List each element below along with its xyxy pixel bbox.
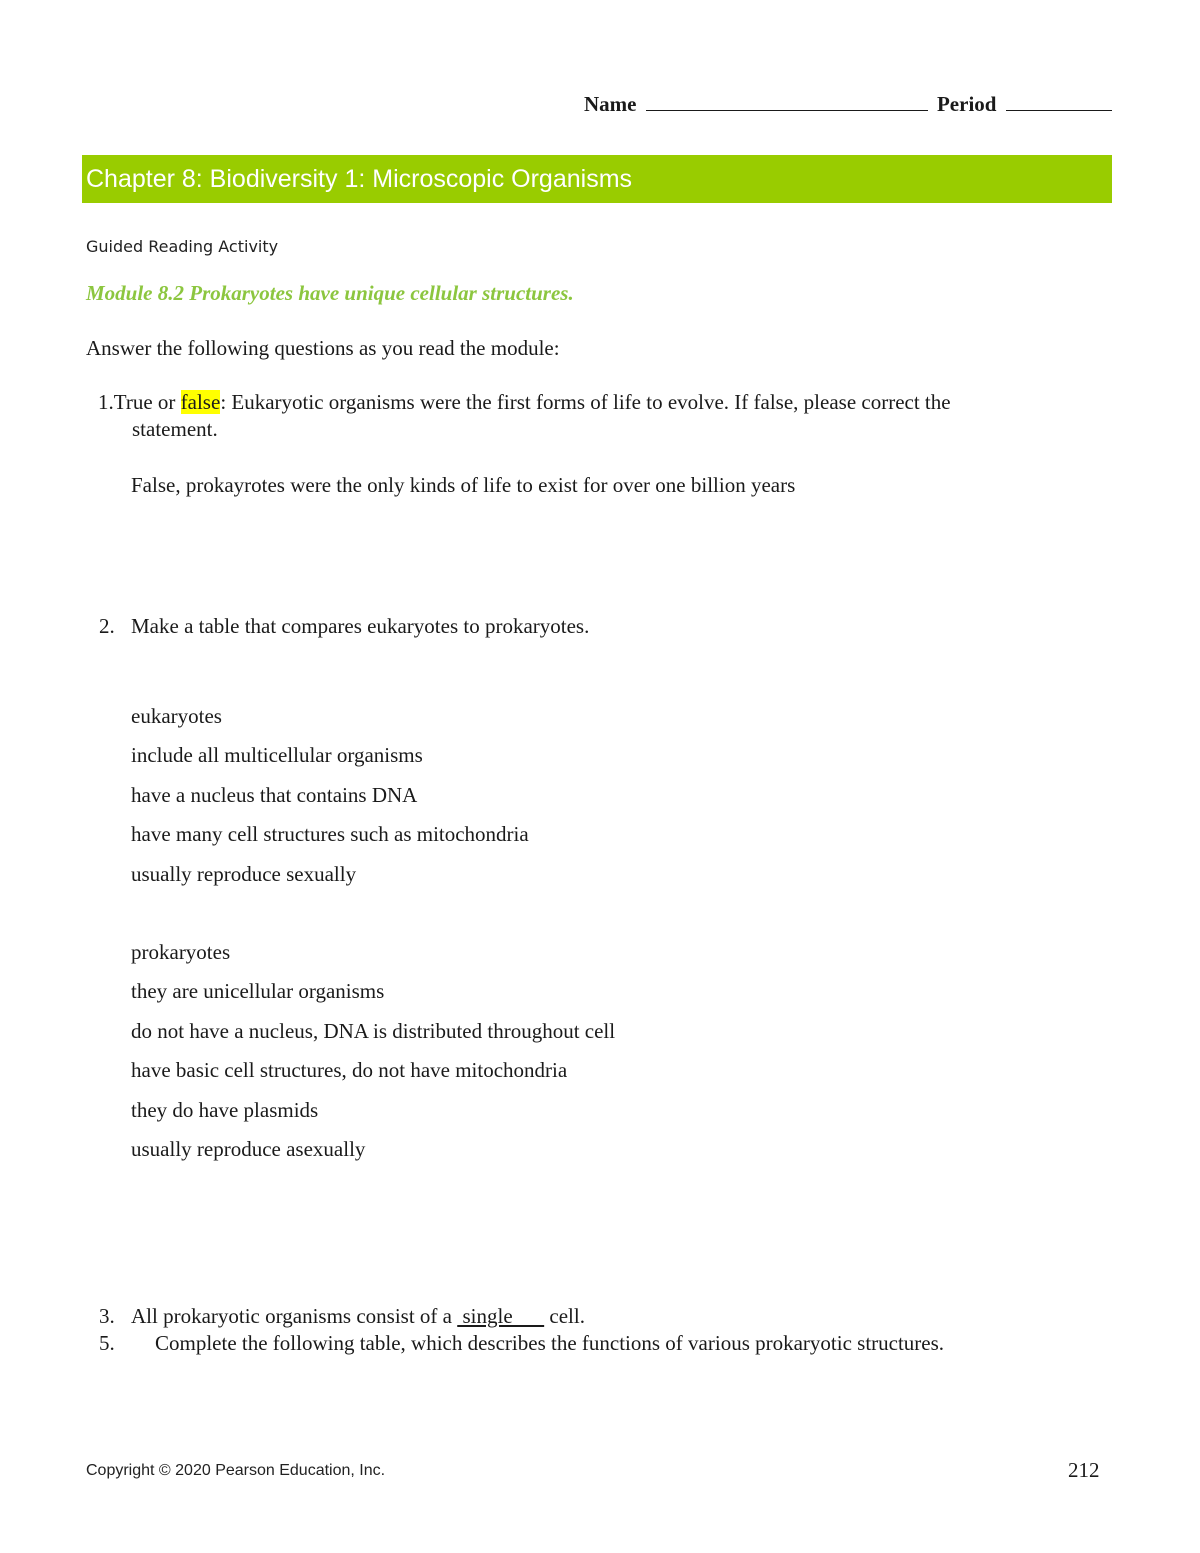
prokaryotes-list: [131, 938, 615, 1174]
list-item: eukaryotes: [131, 704, 222, 728]
activity-label: Guided Reading Activity: [86, 237, 279, 256]
list-item: they do have plasmids: [131, 1097, 319, 1122]
list-item: include all multicellular organisms: [131, 743, 423, 768]
question-3-text: [131, 1302, 585, 1330]
question-5: [99, 1329, 1099, 1357]
period-blank[interactable]: [1006, 90, 1112, 111]
question-1-text-before: True or: [113, 390, 181, 414]
list-item: usually reproduce sexually: [131, 861, 357, 886]
question-3-text-after: cell.: [544, 1304, 585, 1328]
question-2: [99, 612, 699, 640]
period-label: Period: [936, 92, 997, 116]
list-item: have many cell structures such as mitochondria: [131, 822, 529, 847]
question-2-text: Make a table that compares eukaryotes to prokaryotes.: [131, 614, 590, 638]
chapter-title-bar: [82, 155, 1112, 203]
instructions: Answer the following questions as you read the module:: [86, 336, 560, 360]
copyright: Copyright © 2020 Pearson Education, Inc.: [86, 1462, 386, 1479]
list-item: have basic cell structures, do not have mitochondria: [131, 1058, 568, 1083]
question-1-highlight: false: [180, 390, 221, 414]
chapter-title: Chapter 8: Biodiversity 1: Microscopic Organisms: [86, 165, 633, 193]
name-period-line: [584, 90, 1112, 118]
question-1: [98, 389, 1116, 443]
question-1-text-cont: statement.: [132, 417, 218, 441]
question-1-answer: False, prokayrotes were the only kinds of life to exist for over one billion years: [131, 473, 796, 497]
name-blank[interactable]: [646, 90, 928, 111]
list-item: they are unicellular organisms: [131, 979, 385, 1004]
name-label: Name: [584, 92, 637, 116]
module-title: Module 8.2 Prokaryotes have unique cellular structures.: [86, 281, 574, 305]
list-item: have a nucleus that contains DNA: [131, 782, 418, 807]
question-5-text: Complete the following table, which describes the functions of various prokaryotic structures.: [155, 1331, 945, 1355]
question-5-number: 5.: [99, 1331, 115, 1355]
page-number: 212: [1068, 1458, 1100, 1482]
question-3-number: 3.: [99, 1304, 115, 1328]
question-1-text-after: : Eukaryotic organisms were the first forms of life to evolve. If false, please correct the: [220, 390, 951, 414]
question-3-fill[interactable]: single: [457, 1304, 545, 1328]
question-2-number: 2.: [99, 614, 115, 638]
question-3: [99, 1302, 799, 1330]
question-1-number: 1.: [98, 390, 114, 414]
question-3-text-before: All prokaryotic organisms consist of a: [131, 1304, 458, 1328]
list-item: prokaryotes: [131, 940, 231, 964]
eukaryotes-list: [131, 702, 529, 899]
list-item: do not have a nucleus, DNA is distributed throughout cell: [131, 1018, 616, 1043]
list-item: usually reproduce asexually: [131, 1136, 366, 1161]
